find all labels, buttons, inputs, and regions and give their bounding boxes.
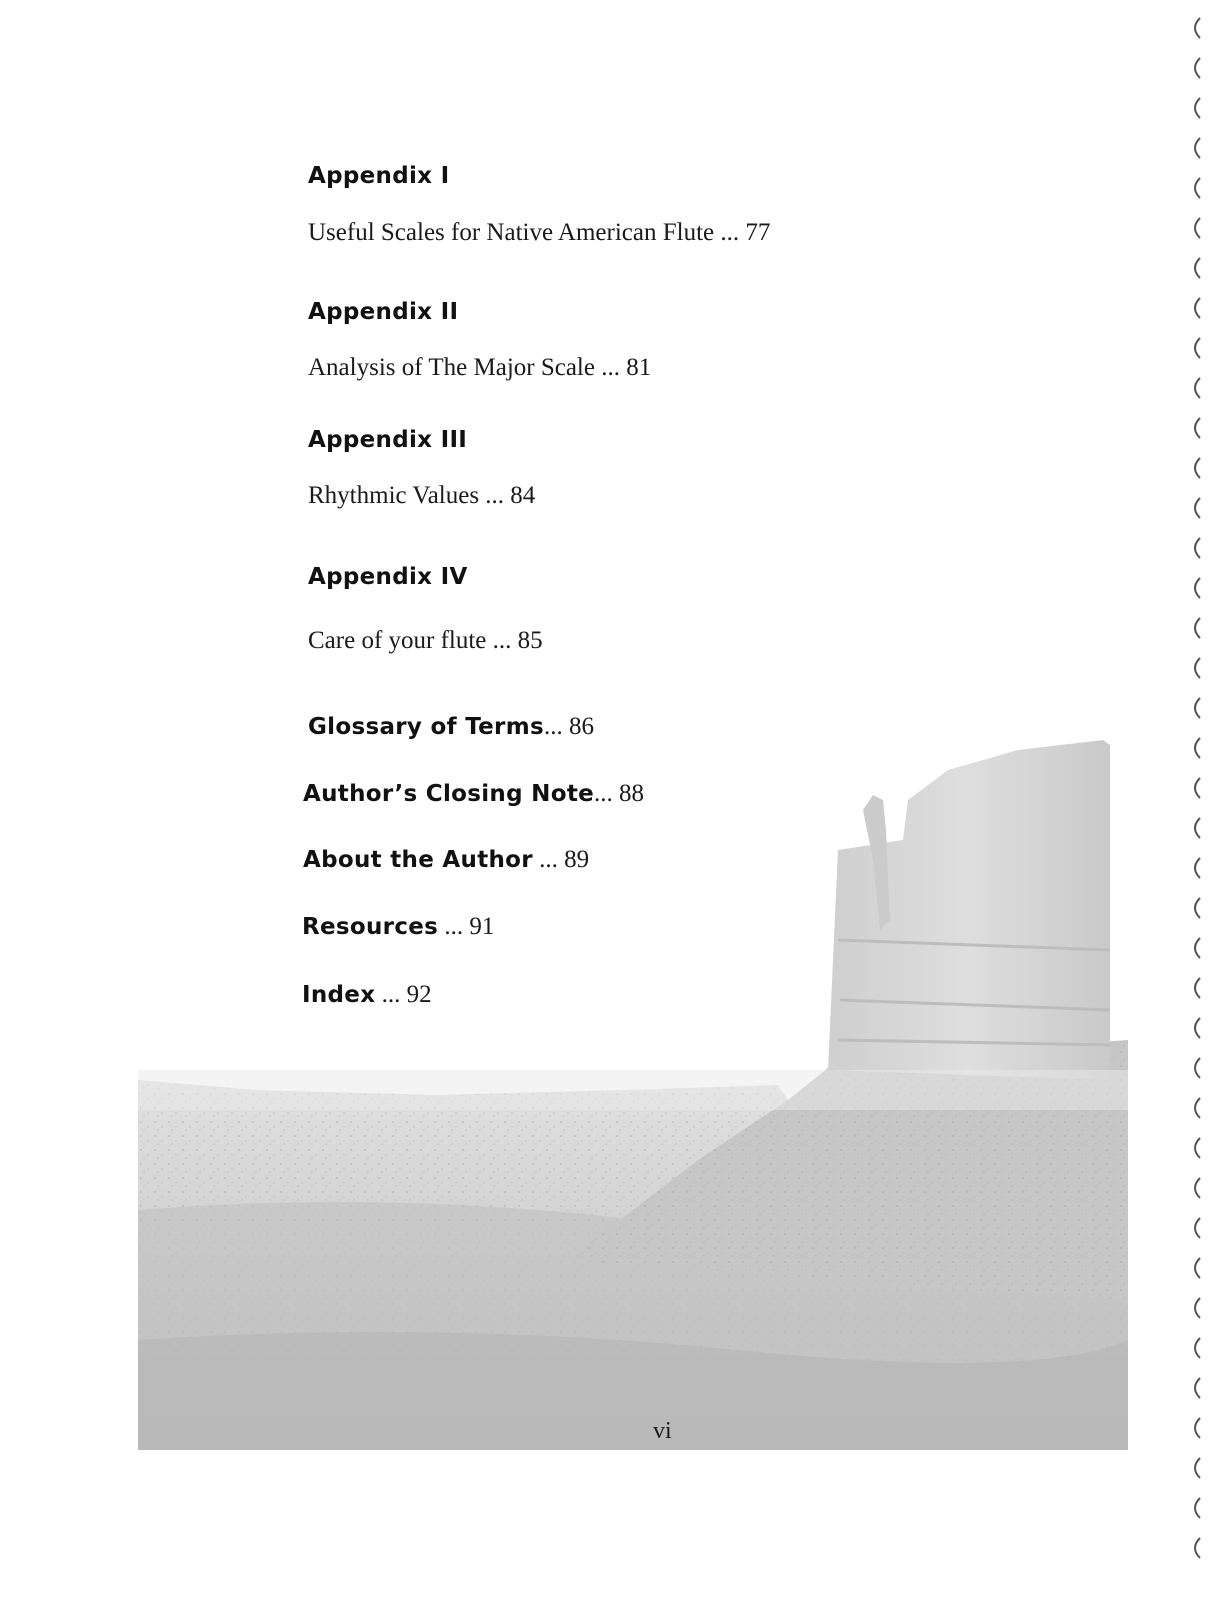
appendix-2-heading: Appendix II	[308, 299, 459, 325]
glossary-label: Glossary of Terms	[308, 714, 544, 740]
desert-butte-illustration	[138, 740, 1128, 1450]
resources-page: ... 91	[438, 913, 495, 940]
appendix-3-entry[interactable]: Rhythmic Values ... 84	[308, 482, 536, 509]
glossary-page: ... 86	[543, 713, 594, 740]
appendix-3-heading: Appendix III	[308, 427, 468, 453]
about-author-page: ... 89	[532, 846, 590, 873]
appendix-4-heading: Appendix IV	[308, 564, 468, 590]
closing-note-entry[interactable]	[303, 780, 644, 808]
index-entry[interactable]	[302, 981, 432, 1009]
resources-entry[interactable]	[302, 913, 494, 941]
spiral-binding	[1178, 0, 1221, 1600]
appendix-2-entry[interactable]: Analysis of The Major Scale ... 81	[308, 354, 652, 381]
index-label: Index	[302, 982, 376, 1008]
appendix-1-entry[interactable]: Useful Scales for Native American Flute ... 77	[308, 219, 771, 246]
closing-note-page: ... 88	[594, 780, 645, 807]
glossary-entry[interactable]	[308, 713, 594, 741]
about-author-label: About the Author	[303, 847, 533, 873]
appendix-4-entry[interactable]: Care of your flute ... 85	[308, 627, 543, 654]
about-author-entry[interactable]	[303, 846, 589, 874]
appendix-1-heading: Appendix I	[308, 163, 450, 189]
closing-note-label: Author’s Closing Note	[303, 781, 595, 807]
resources-label: Resources	[302, 914, 439, 940]
page-number: vi	[653, 1418, 672, 1444]
index-page: ... 92	[375, 981, 432, 1008]
